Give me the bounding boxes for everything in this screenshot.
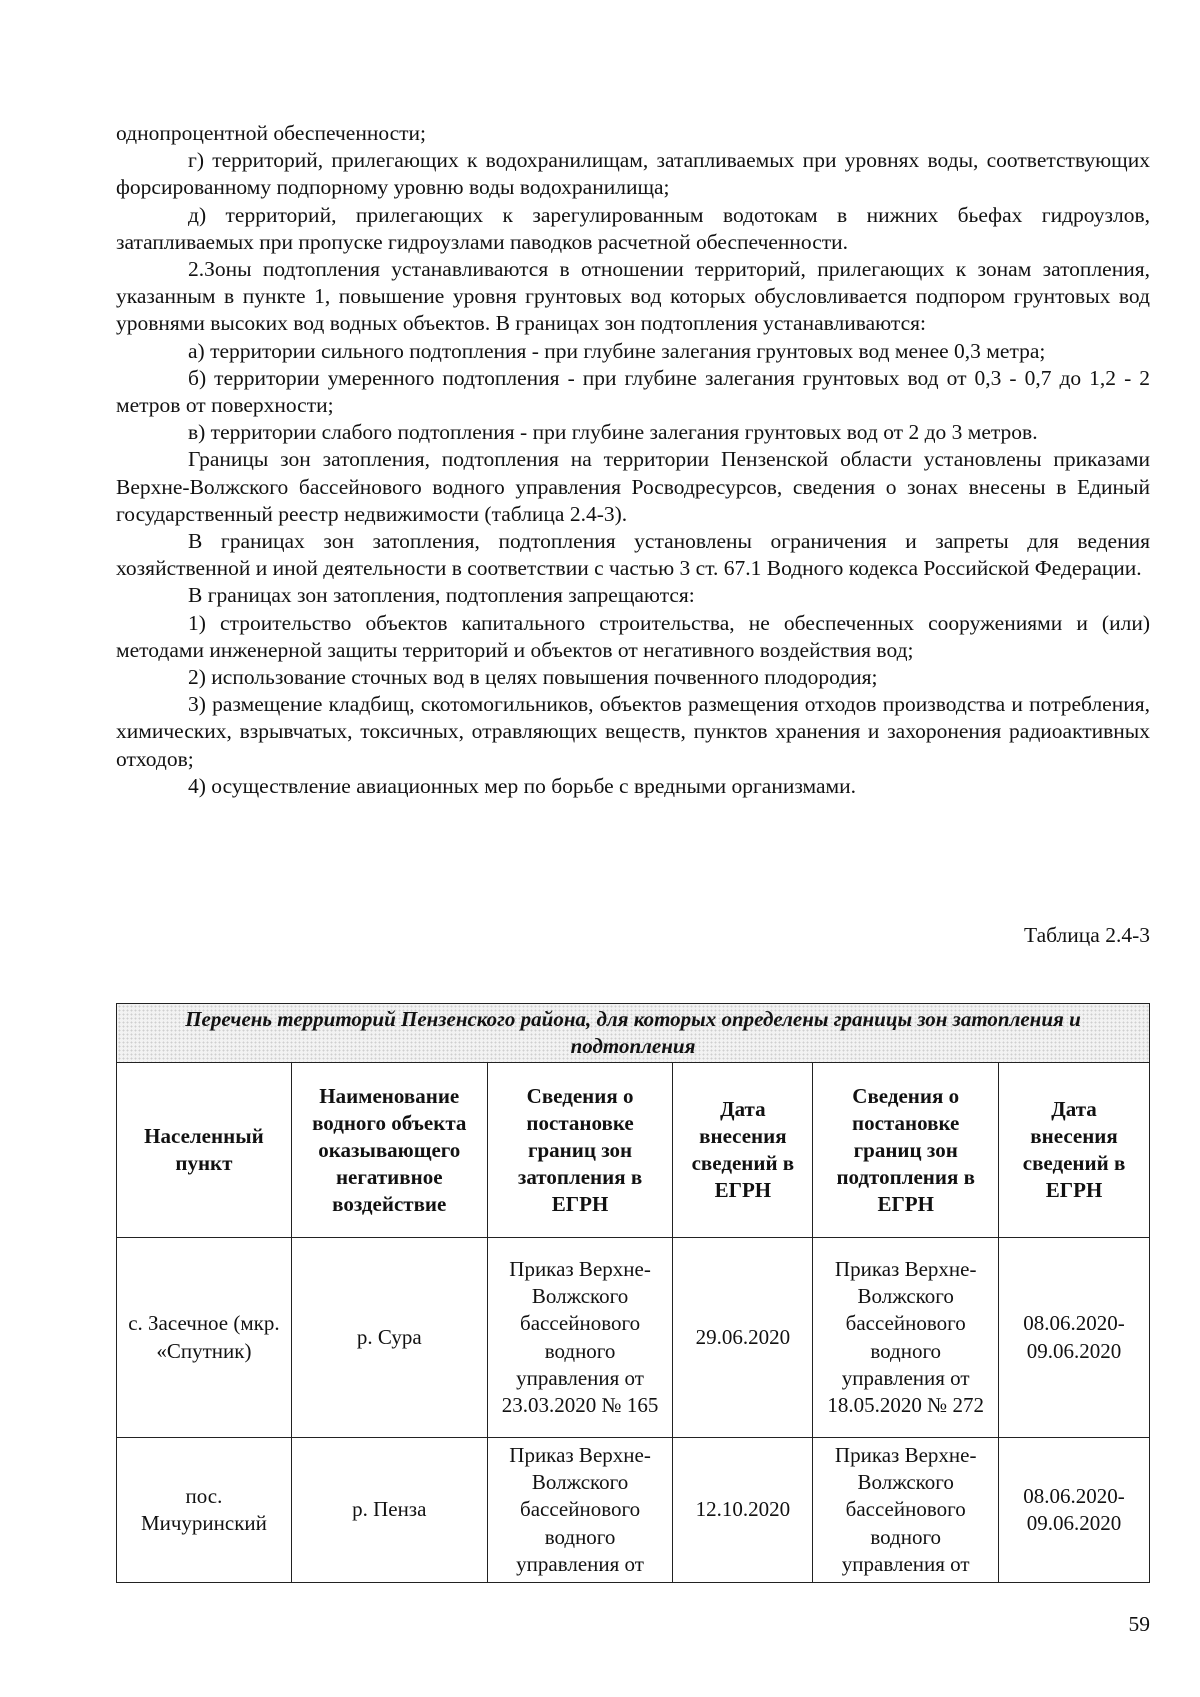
document-page bbox=[116, 120, 1150, 1576]
paragraph: 2) использование сточных вод в целях повышения почвенного плодородия; bbox=[188, 665, 878, 690]
table-row bbox=[117, 1238, 1150, 1438]
column-header: Наименование водного объекта оказывающего негативное воздействие bbox=[291, 1063, 487, 1238]
paragraph: однопроцентной обеспеченности; bbox=[116, 121, 427, 145]
paragraph: 3) размещение кладбищ, скотомогильников, объектов размещения отходов производства и потребления, химических, взрывчатых, токсичных, отравляющих веществ, пунктов хранения и захоронения радиоактивных отходов; bbox=[116, 692, 1150, 771]
cell-underflood-date: 08.06.2020-09.06.2020 bbox=[999, 1438, 1150, 1583]
column-header: Населенный пункт bbox=[117, 1063, 292, 1238]
cell-underflood-date: 08.06.2020-09.06.2020 bbox=[999, 1238, 1150, 1438]
cell-water-body: р. Пенза bbox=[291, 1438, 487, 1583]
paragraph: б) территории умеренного подтопления - при глубине залегания грунтовых вод от 0,3 - 0,7 до 1,2 - 2 метров от поверхности; bbox=[116, 365, 1150, 418]
paragraph: В границах зон затопления, подтопления установлены ограничения и запреты для ведения хозяйственной и иной деятельности в соответствии с частью 3 ст. 67.1 Водного кодекса Российской Федерации. bbox=[116, 529, 1150, 581]
paragraph: Границы зон затопления, подтопления на территории Пензенской области установлены приказами Верхне-Волжского бассейнового водного управления Росводресурсов, сведения о зонах внесены в Единый государственный реестр недвижимости (таблица 2.4-3). bbox=[116, 447, 1150, 526]
table-row bbox=[117, 1438, 1150, 1583]
cell-flood-date: 12.10.2020 bbox=[673, 1438, 813, 1583]
cell-settlement: пос. Мичуринский bbox=[117, 1438, 292, 1583]
column-header: Дата внесения сведений в ЕГРН bbox=[673, 1063, 813, 1238]
paragraph: г) территорий, прилегающих к водохранилищам, затапливаемых при уровнях воды, соответствующих форсированному подпорному уровню воды водохранилища; bbox=[116, 148, 1150, 200]
cell-settlement: с. Засечное (мкр. «Спутник) bbox=[117, 1238, 292, 1438]
table-caption: Таблица 2.4-3 bbox=[1024, 923, 1150, 947]
page-number: 59 bbox=[1128, 1612, 1150, 1636]
column-header: Сведения о постановке границ зон подтопления в ЕГРН bbox=[813, 1063, 999, 1238]
paragraph: в) территории слабого подтопления - при глубине залегания грунтовых вод от 2 до 3 метров. bbox=[188, 420, 1038, 445]
table-title-row bbox=[117, 1004, 1150, 1063]
zones-table bbox=[116, 1003, 1150, 1583]
cell-flood-info: Приказ Верхне-Волжского бассейнового водного управления от 23.03.2020 № 165 bbox=[487, 1238, 673, 1438]
cell-underflood-info: Приказ Верхне-Волжского бассейнового водного управления от bbox=[813, 1438, 999, 1583]
paragraph: 4) осуществление авиационных мер по борьбе с вредными организмами. bbox=[188, 773, 857, 798]
paragraph: д) территорий, прилегающих к зарегулированным водотокам в нижних бьефах гидроузлов, затапливаемых при пропуске гидроузлами паводков расчетной обеспеченности. bbox=[116, 202, 1150, 254]
paragraph: В границах зон затопления, подтопления запрещаются: bbox=[188, 583, 695, 608]
column-header: Дата внесения сведений в ЕГРН bbox=[999, 1063, 1150, 1238]
table-header-row bbox=[117, 1063, 1150, 1238]
cell-water-body: р. Сура bbox=[291, 1238, 487, 1438]
paragraph: 1) строительство объектов капитального строительства, не обеспеченных сооружениями и (или) методами инженерной защиты территорий и объектов от негативного воздействия вод; bbox=[116, 610, 1150, 662]
column-header: Сведения о постановке границ зон затопления в ЕГРН bbox=[487, 1063, 673, 1238]
cell-underflood-info: Приказ Верхне-Волжского бассейнового водного управления от 18.05.2020 № 272 bbox=[813, 1238, 999, 1438]
cell-flood-info: Приказ Верхне-Волжского бассейнового водного управления от bbox=[487, 1438, 673, 1583]
paragraph: а) территории сильного подтопления - при глубине залегания грунтовых вод менее 0,3 метра; bbox=[188, 338, 1046, 363]
table-title: Перечень территорий Пензенского района, для которых определены границы зон затопления и подтопления bbox=[117, 1004, 1150, 1063]
cell-flood-date: 29.06.2020 bbox=[673, 1238, 813, 1438]
paragraph: 2.Зоны подтопления устанавливаются в отношении территорий, прилегающих к зонам затопления, указанным в пункте 1, повышение уровня грунтовых вод которых обусловливается подпором грунтовых вод уровнями высоких вод водных объектов. В границах зон подтопления устанавливаются: bbox=[116, 257, 1150, 336]
